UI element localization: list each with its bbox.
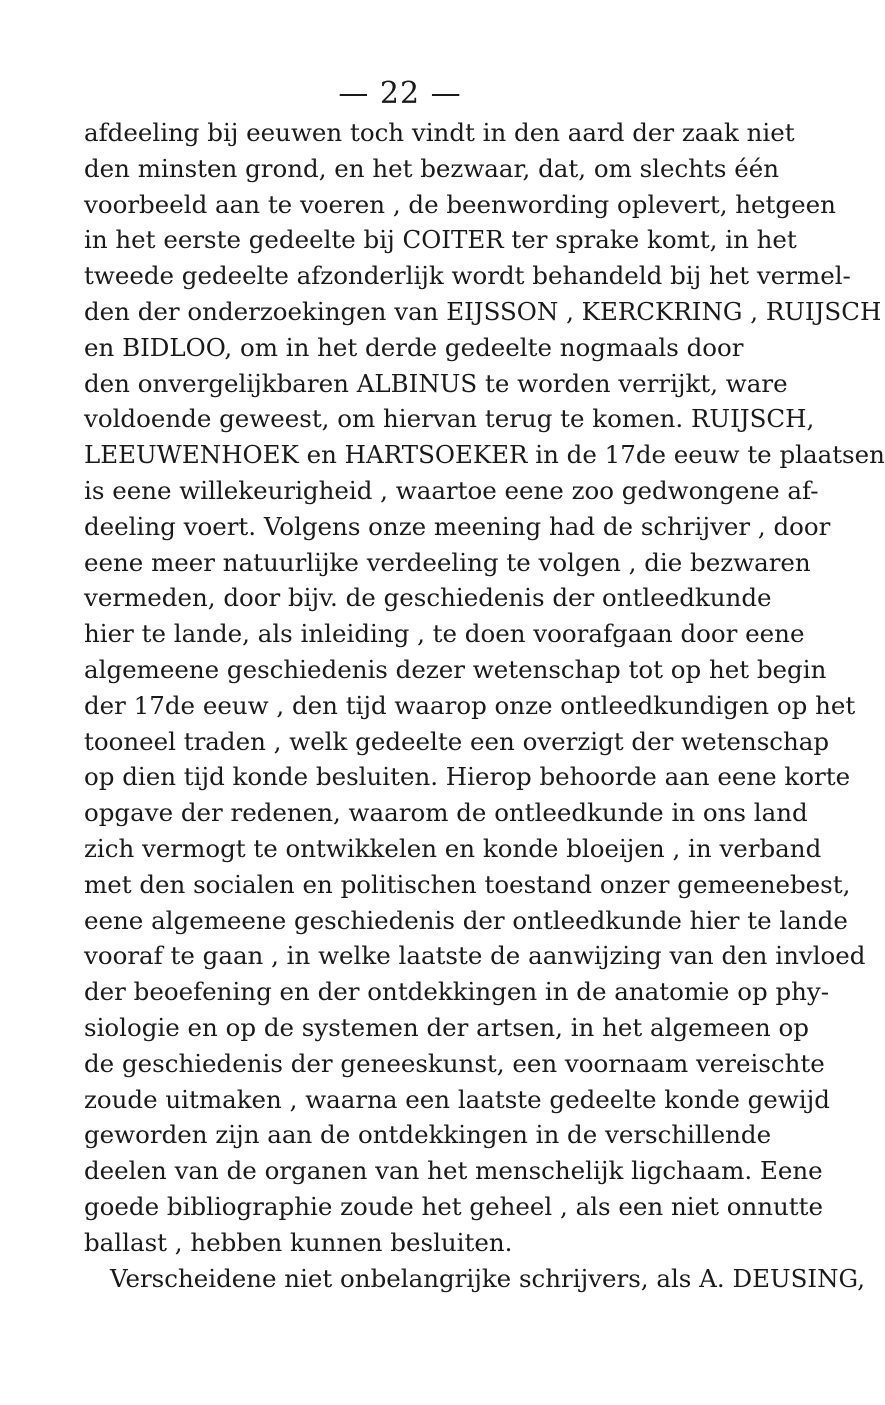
page-number: — 22 — [338,76,462,111]
text-line: den onvergelijkbaren ALBINUS te worden verrijkt, ware [84,368,788,398]
text-line: voorbeeld aan te voeren , de beenwording oplevert, hetgeen [84,189,836,219]
text-line: hier te lande, als inleiding , te doen voorafgaan door eene [84,619,805,649]
text-line: den minsten grond, en het bezwaar, dat, om slechts één [84,153,779,183]
text-line: in het eerste gedeelte bij COITER ter sprake komt, in het [84,225,797,255]
text-line: opgave der redenen, waarom de ontleedkunde in ons land [84,798,808,828]
text-line: goede bibliographie zoude het geheel , als een niet onnutte [84,1191,823,1221]
text-line: der beoefening en der ontdekkingen in de anatomie op phy- [84,977,830,1007]
text-line: algemeene geschiedenis dezer wetenschap tot op het begin [84,654,827,684]
text-line: eene algemeene geschiedenis der ontleedkunde hier te lande [84,905,848,935]
text-line-paragraph-start: Verscheidene niet onbelangrijke schrijvers, als A. DEUSING, [110,1263,866,1293]
text-line-paragraph-end: ballast , hebben kunnen besluiten. [84,1227,513,1257]
text-line: eene meer natuurlijke verdeeling te volgen , die bezwaren [84,547,811,577]
text-line: LEEUWENHOEK en HARTSOEKER in de 17de eeuw te plaatsen [84,440,885,470]
text-line: geworden zijn aan de ontdekkingen in de verschillende [84,1120,772,1150]
text-line: is eene willekeurigheid , waartoe eene zoo gedwongene af- [84,475,819,505]
text-line: der 17de eeuw , den tijd waarop onze ontleedkundigen op het [84,690,856,720]
text-line: deelen van de organen van het menschelijk ligchaam. Eene [84,1156,823,1186]
text-line: siologie en op de systemen der artsen, in het algemeen op [84,1012,809,1042]
text-line: tweede gedeelte afzonderlijk wordt behandeld bij het vermel- [84,261,851,291]
text-line: vermeden, door bijv. de geschiedenis der ontleedkunde [84,583,772,613]
text-line: op dien tijd konde besluiten. Hierop behoorde aan eene korte [84,762,851,792]
text-line: den der onderzoekingen van EIJSSON , KERCKRING , RUIJSCH [84,296,882,326]
text-line: afdeeling bij eeuwen toch vindt in den aard der zaak niet [84,118,795,147]
text-line: zich vermogt te ontwikkelen en konde bloeijen , in verband [84,833,822,863]
text-line: de geschiedenis der geneeskunst, een voornaam vereischte [84,1048,825,1078]
text-line: en BIDLOO, om in het derde gedeelte nogmaals door [84,332,744,362]
text-line: zoude uitmaken , waarna een laatste gedeelte konde gewijd [84,1084,830,1114]
text-line: met den socialen en politischen toestand onzer gemeenebest, [84,869,851,899]
body-text [84,115,885,1296]
text-line: voldoende geweest, om hiervan terug te komen. RUIJSCH, [84,404,815,434]
text-line: tooneel traden , welk gedeelte een overzigt der wetenschap [84,726,830,756]
text-line: vooraf te gaan , in welke laatste de aanwijzing van den invloed [84,941,866,971]
text-line: deeling voert. Volgens onze meening had de schrijver , door [84,511,831,541]
